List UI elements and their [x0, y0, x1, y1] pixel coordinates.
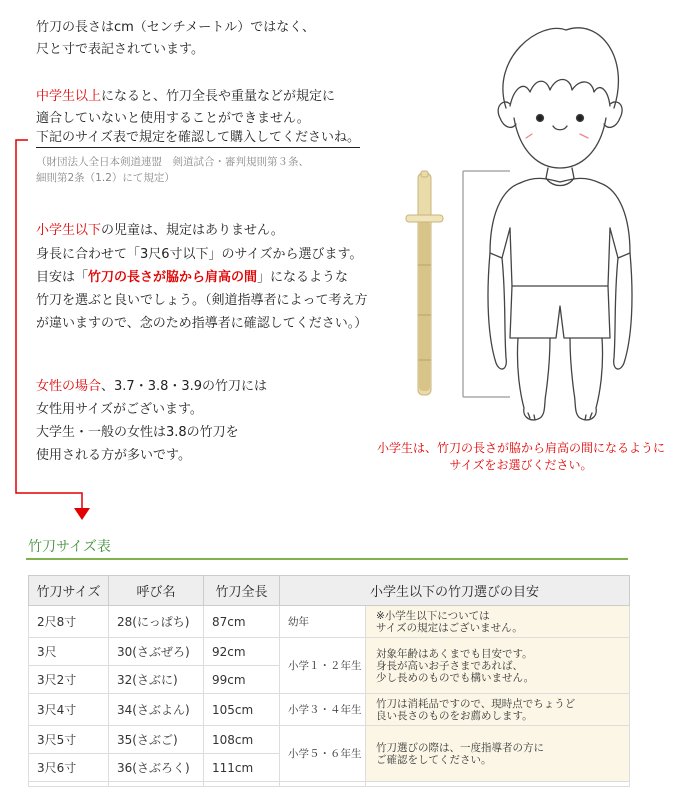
illustration-caption: 小学生は、竹刀の長さが脇から肩高の間になるように サイズをお選びください。	[376, 441, 665, 472]
table-row: 3尺2寸 32(さぶに) 99cm	[29, 666, 630, 694]
guide-note: ※小学生以下については サイズの規定はございません。	[366, 606, 630, 638]
women-line-2: 女性用サイズがございます。	[36, 402, 203, 417]
title-divider	[26, 558, 628, 560]
table-row-cut	[29, 782, 630, 787]
intro-line-2: 尺と寸で表記されています。	[36, 42, 204, 57]
guide-note: 竹刀は消耗品ですので、現時点でちょうど 良い長さのものをお薦めします。	[366, 694, 630, 726]
elementary-key-guideline: 竹刀の長さが脇から肩高の間	[88, 270, 258, 285]
elementary-line-5: が違いますので、念のため指導者に確認してください。）	[36, 316, 368, 331]
women-line-4: 使用される方が多いです。	[36, 448, 191, 463]
middle-school-highlight: 中学生以上	[36, 89, 102, 104]
guide-note: 竹刀選びの際は、一度指導者の方に ご確認をしてください。	[366, 726, 630, 782]
women-line-1: 女性の場合、3.7・3.8・3.9の竹刀には	[36, 379, 268, 394]
table-row: 3尺6寸 36(さぶろく) 111cm	[29, 754, 630, 782]
elementary-line-3: 目安は「竹刀の長さが脇から肩高の間」になるような	[36, 270, 349, 285]
regulation-note-1: （財団法人全日本剣道連盟 剣道試合・審判規則第３条、	[36, 156, 309, 168]
header-name: 呼び名	[109, 576, 204, 606]
size-table-title: 竹刀サイズ表	[28, 539, 111, 555]
table-row: 3尺 30(さぶぜろ) 92cm 小学１・２年生 対象年齢はあくまでも目安です。 身長が高いお子さまであれば、 少し長めのものでも構いません。	[29, 638, 630, 666]
intro-line-1: 竹刀の長さはcm（センチメートル）ではなく、	[36, 20, 316, 35]
table-row: 3尺4寸 34(さぶよん) 105cm 小学３・４年生 竹刀は消耗品ですので、現時点でちょうど 良い長さのものをお薦めします。	[29, 694, 630, 726]
middle-school-line-2: 適合していないと使用することができません。	[36, 111, 310, 126]
child-illustration	[480, 18, 640, 438]
elementary-line-4: 竹刀を選ぶと良いでしょう。（剣道指導者によって考え方	[36, 293, 368, 308]
regulation-note-2: 細則第2条（1.2）にて規定）	[36, 172, 175, 184]
shinai-size-table	[28, 575, 630, 787]
middle-school-line-3: 下記のサイズ表で規定を確認して購入してくださいね。	[36, 128, 360, 148]
elementary-line-1: 小学生以下の児童は、規定はありません。	[36, 223, 284, 238]
shinai-illustration	[400, 165, 460, 405]
elementary-line-2: 身長に合わせて「3尺6寸以下」のサイズから選びます。	[36, 247, 363, 262]
table-row: 2尺8寸 28(にっぱち) 87cm 幼年 ※小学生以下については サイズの規定はございません。	[29, 606, 630, 638]
table-header-row	[29, 576, 630, 606]
women-highlight: 女性の場合	[36, 379, 102, 394]
women-line-3: 大学生・一般の女性は3.8の竹刀を	[36, 425, 239, 440]
elementary-highlight: 小学生以下	[36, 223, 102, 238]
header-size: 竹刀サイズ	[29, 576, 109, 606]
middle-school-line-1: 中学生以上になると、竹刀全長や重量などが規定に	[36, 89, 336, 104]
header-length: 竹刀全長	[204, 576, 280, 606]
table-row: 3尺5寸 35(さぶご) 108cm 小学５・６年生 竹刀選びの際は、一度指導者の方に ご確認をしてください。	[29, 726, 630, 754]
guide-note: 対象年齢はあくまでも目安です。 身長が高いお子さまであれば、 少し長めのものでも構いません。	[366, 638, 630, 694]
red-arrow-icon	[0, 0, 120, 530]
header-guide: 小学生以下の竹刀選びの目安	[280, 576, 630, 606]
